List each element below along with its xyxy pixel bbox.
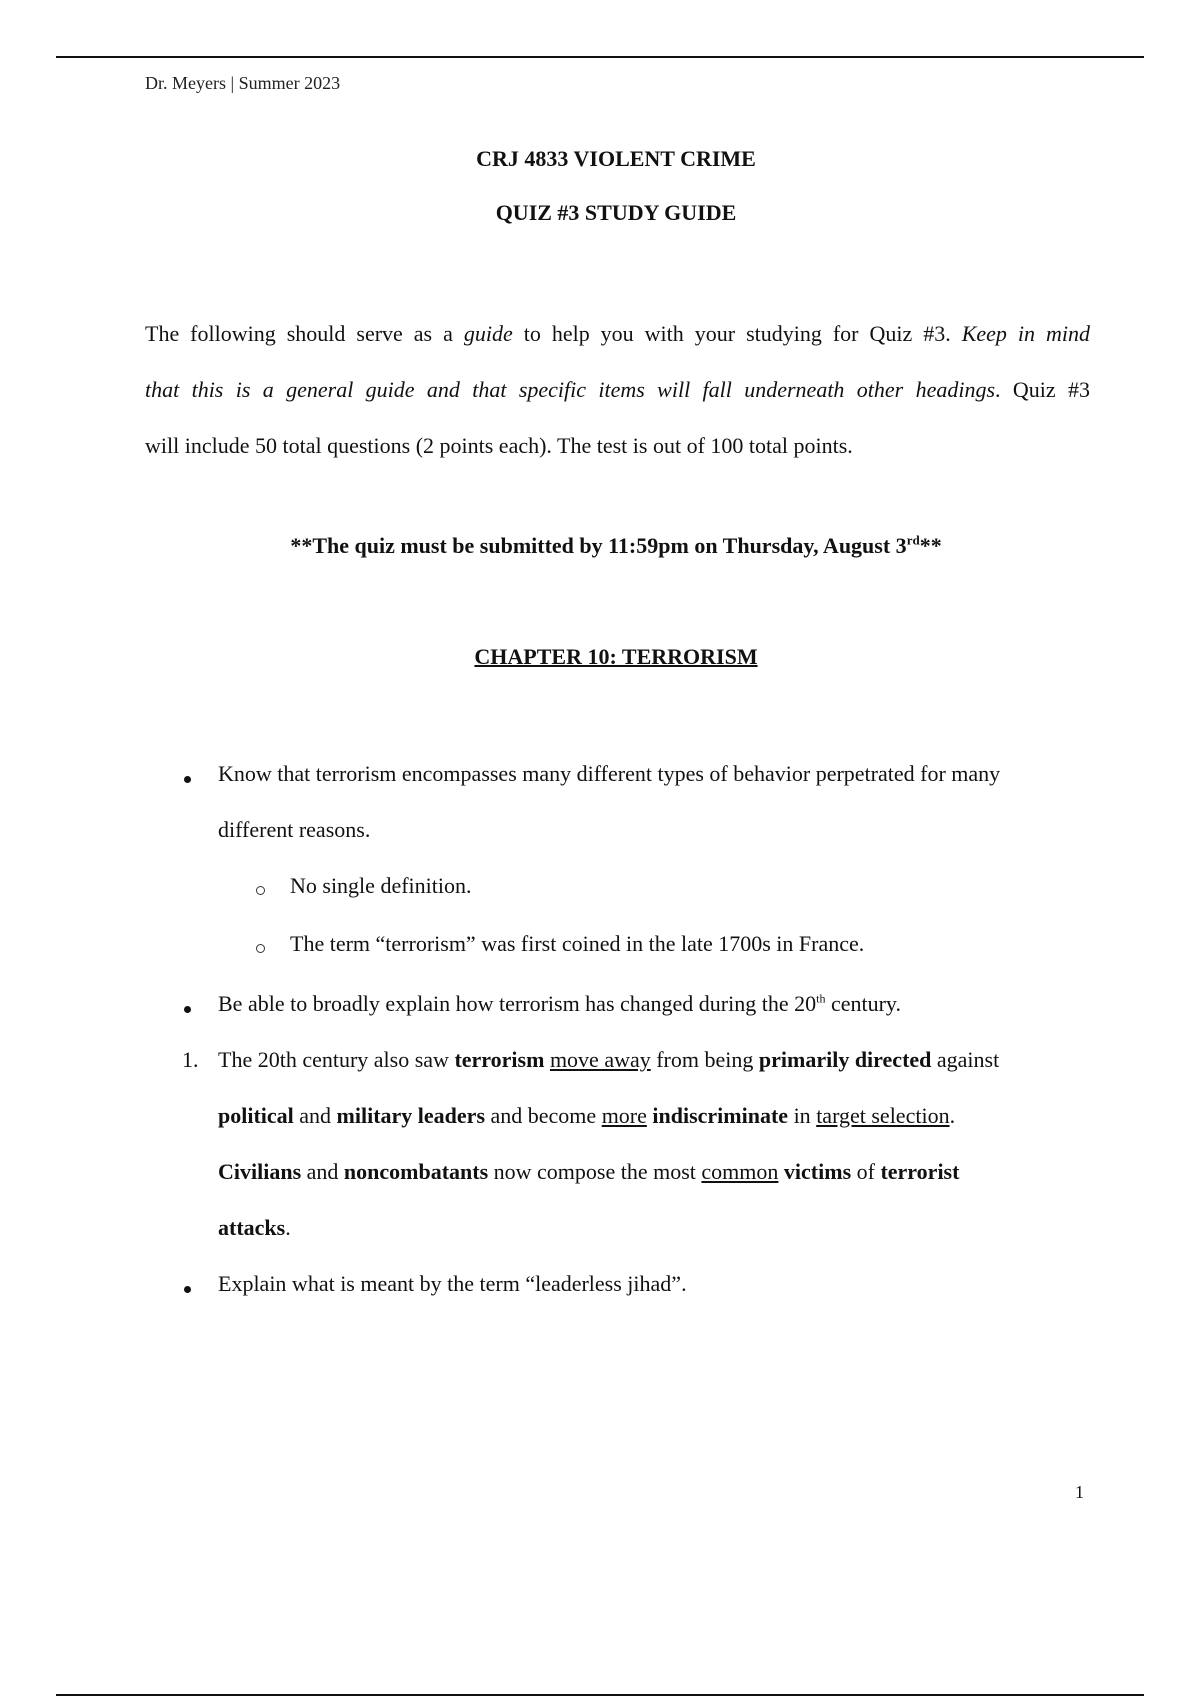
bullet-item-2-text: Be able to broadly explain how terrorism has changed during the 20 [218, 991, 817, 1016]
numbered-text: and [301, 1159, 344, 1184]
numbered-text: . [285, 1215, 291, 1240]
numbered-text: in [788, 1103, 817, 1128]
bullet-item-1-line-1: Know that terrorism encompasses many different types of behavior perpetrated for many [218, 761, 1001, 786]
bold-term: noncombatants [343, 1159, 489, 1184]
hollow-circle-icon [256, 886, 265, 895]
chapter-title: CHAPTER 10: TERRORISM [474, 644, 758, 669]
intro-text: . Quiz #3 [995, 377, 1090, 402]
bold-term: primarily directed [758, 1047, 932, 1072]
bullet-item-2-tail: century. [825, 991, 902, 1016]
intro-line-3: will include 50 total questions (2 points each). The test is out of 100 total points. [145, 433, 853, 458]
deadline-text: **The quiz must be submitted by 11:59pm on Thursday, August 3 [290, 533, 907, 558]
sub-item-1: No single definition. [290, 873, 472, 898]
hollow-circle-icon [256, 944, 265, 953]
bold-term: terrorist [880, 1159, 960, 1184]
intro-line-1 [145, 306, 1090, 362]
top-rule [56, 56, 1144, 58]
course-title: CRJ 4833 VIOLENT CRIME [476, 146, 756, 171]
numbered-text: now compose the most [488, 1159, 702, 1184]
intro-text: The following should serve as a [145, 321, 464, 346]
underlined-term: common [701, 1159, 779, 1184]
page-number: 1 [1075, 1482, 1084, 1502]
guide-title: QUIZ #3 STUDY GUIDE [495, 200, 737, 225]
numbered-item-1-line-2 [218, 1088, 955, 1144]
bullet-dot-icon [184, 1286, 191, 1293]
bold-term: attacks [218, 1215, 286, 1240]
bold-term: Civilians [218, 1159, 302, 1184]
numbered-item-1-line-1 [218, 1032, 999, 1088]
bullet-item-2-sup: th [816, 991, 826, 1006]
numbered-item-1-line-3 [218, 1144, 959, 1200]
bullet-marker [184, 748, 191, 804]
sub-bullet-marker [256, 918, 265, 974]
numbered-item-1-line-4 [218, 1200, 291, 1256]
intro-italic-note: that this is a general guide and that specific items will fall underneath other headings [145, 377, 996, 402]
numbered-text: against [931, 1047, 1000, 1072]
bullet-marker [184, 978, 191, 1034]
underlined-term: more [601, 1103, 647, 1128]
underlined-term: move away [549, 1047, 651, 1072]
bold-term: terrorism [454, 1047, 545, 1072]
sub-item-2: The term “terrorism” was first coined in the late 1700s in France. [290, 931, 865, 956]
bold-term: military leaders [336, 1103, 486, 1128]
numbered-text: The 20th century also saw [218, 1047, 455, 1072]
bullet-dot-icon [184, 776, 191, 783]
deadline-tail: ** [919, 533, 942, 558]
bold-term: political [218, 1103, 294, 1128]
numbered-text: of [851, 1159, 881, 1184]
deadline-notice [0, 533, 1200, 559]
deadline-sup: rd [906, 532, 920, 548]
sub-bullet-marker [256, 860, 265, 916]
underlined-term: target selection [816, 1103, 950, 1128]
numbered-marker: 1. [182, 1047, 199, 1072]
numbered-text: and become [485, 1103, 602, 1128]
bold-term: indiscriminate [652, 1103, 789, 1128]
bullet-marker [184, 1258, 191, 1314]
bottom-rule [56, 1694, 1144, 1696]
numbered-text: and [293, 1103, 337, 1128]
bullet-item-2 [218, 976, 901, 1032]
bullet-item-3: Explain what is meant by the term “leaderless jihad”. [218, 1271, 687, 1296]
bullet-dot-icon [184, 1006, 191, 1013]
bold-term: victims [783, 1159, 852, 1184]
bullet-item-1-line-2: different reasons. [218, 817, 371, 842]
numbered-text: . [949, 1103, 956, 1128]
header-author-term: Dr. Meyers | Summer 2023 [145, 73, 341, 93]
intro-guide-emphasis: guide [463, 321, 513, 346]
intro-paragraph [145, 306, 1090, 474]
intro-text: to help you with your studying for Quiz #3. [512, 321, 962, 346]
intro-italic-note: Keep in mind [961, 321, 1090, 346]
numbered-text: from being [650, 1047, 759, 1072]
intro-line-2 [145, 362, 1090, 418]
